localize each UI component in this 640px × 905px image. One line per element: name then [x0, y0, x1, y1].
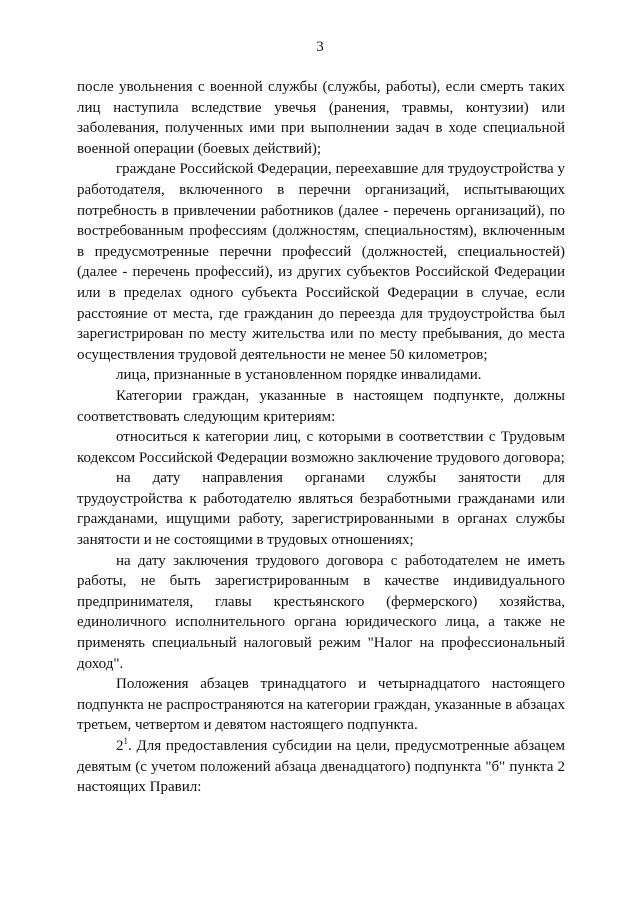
paragraph-criterion-labor-code: относиться к категории лиц, с которыми в соответствии с Трудовым кодексом Российской Федерации возможно заключение трудового договора;	[77, 429, 565, 466]
document-body	[77, 77, 565, 798]
page-number: 3	[316, 39, 324, 55]
clause-superscript: 1	[123, 736, 128, 746]
paragraph-criterion-unemployed: на дату направления органами службы занятости для трудоустройства к работодателю являться безработными гражданами или гражданами, ищущими работу, зарегистрированными в органах службы занятости и не состоящими в трудовых отношениях;	[77, 470, 565, 549]
paragraph-clause-2-1	[77, 736, 565, 798]
paragraph-exceptions: Положения абзацев тринадцатого и четырнадцатого настоящего подпункта не распространяются на категории граждан, указанные в абзацах третьем, четвертом и девятом настоящего подпункта.	[77, 676, 565, 734]
paragraph-continuation: после увольнения с военной службы (службы, работы), если смерть таких лиц наступила вследствие увечья (ранения, травмы, контузии) или заболевания, полученных ими при выполнении задач в ходе специальной военной операции (боевых действий);	[77, 79, 565, 157]
paragraph-criteria-intro: Категории граждан, указанные в настоящем подпункте, должны соответствовать следующим критериям:	[77, 387, 565, 425]
paragraph-criterion-no-work: на дату заключения трудового договора с работодателем не иметь работы, не быть зарегистрированным в качестве индивидуального предпринимателя, главы крестьянского (фермерского) хозяйства, единоличного исполнительного органа юридического лица, а также не применять специальный налоговый режим "Налог на профессиональный доход".	[77, 552, 565, 672]
clause-number: 2	[116, 738, 124, 754]
paragraph-disabled-persons: лица, признанные в установленном порядке инвалидами.	[116, 367, 482, 384]
paragraph-relocated-citizens: граждане Российской Федерации, переехавшие для трудоустройства у работодателя, включенного в перечни организаций, испытывающих потребность в привлечении работников (далее - перечень организаций), по востребованным профессиям (должностям, специальностям), включенным в предусмотренные перечни профессий (должностей, специальностей) (далее - перечень профессий), из других субъектов Российской Федерации или в пределах одного субъекта Российской Федерации в случае, если расстояние от места, где гражданин до переезда для трудоустройства был зарегистрирован по месту жительства или по месту пребывания, до места осуществления трудовой деятельности не менее 50 километров;	[77, 161, 565, 363]
clause-text: . Для предоставления субсидии на цели, предусмотренные абзацем девятым (с учетом положений абзаца двенадцатого) подпункта "б" пункта 2 настоящих Правил:	[77, 738, 565, 796]
